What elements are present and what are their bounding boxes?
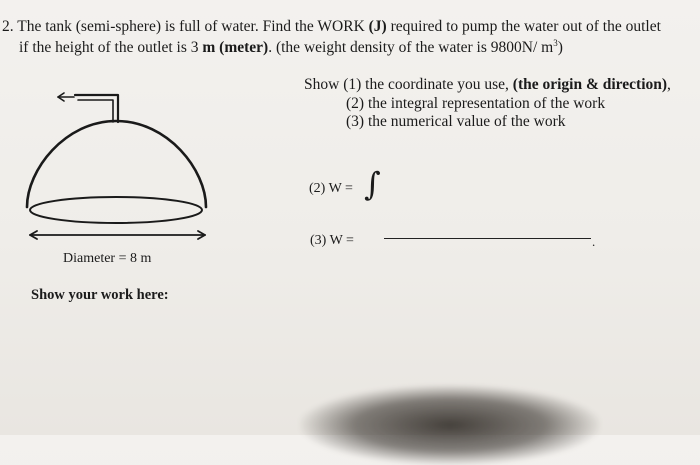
instruction-show-b: (the origin & direction) <box>512 76 668 93</box>
work-prompt: Show your work here: <box>31 287 169 303</box>
problem-text-2sup: 3 <box>553 38 558 48</box>
answer-2-label: (2) W = <box>309 181 353 196</box>
problem-text-2a: if the height of the outlet is 3 <box>19 39 203 57</box>
problem-text-2d: ) <box>557 39 563 57</box>
diameter-label: Diameter = 8 m <box>63 251 152 266</box>
instruction-show-a: Show (1) the coordinate you use, <box>304 76 513 93</box>
answer-3-label: (3) W = <box>310 233 354 248</box>
integral-sign: ∫ <box>364 165 381 203</box>
base-ellipse <box>30 197 202 223</box>
problem-text-2b: m (meter) <box>202 39 269 57</box>
problem-text-1a: The tank (semi-sphere) is full of water. Find the WORK <box>17 18 369 35</box>
instruction-show-c: , <box>667 76 671 93</box>
outlet-pipe-inner <box>78 100 113 122</box>
problem-number: 2. <box>2 18 14 35</box>
dome-arc <box>27 121 206 207</box>
instruction-item-3: (3) the numerical value of the work <box>346 113 566 130</box>
problem-text-1c: required to pump the water out of the outlet <box>386 18 661 35</box>
problem-text-1b: (J) <box>368 18 387 35</box>
instruction-item-2: (2) the integral representation of the work <box>346 95 606 112</box>
outlet-pipe <box>75 95 118 122</box>
hand-shadow <box>300 385 600 465</box>
problem-text-2c: . (the weight density of the water is 9800N/ m <box>268 39 554 57</box>
answer-3-period: . <box>592 234 596 249</box>
